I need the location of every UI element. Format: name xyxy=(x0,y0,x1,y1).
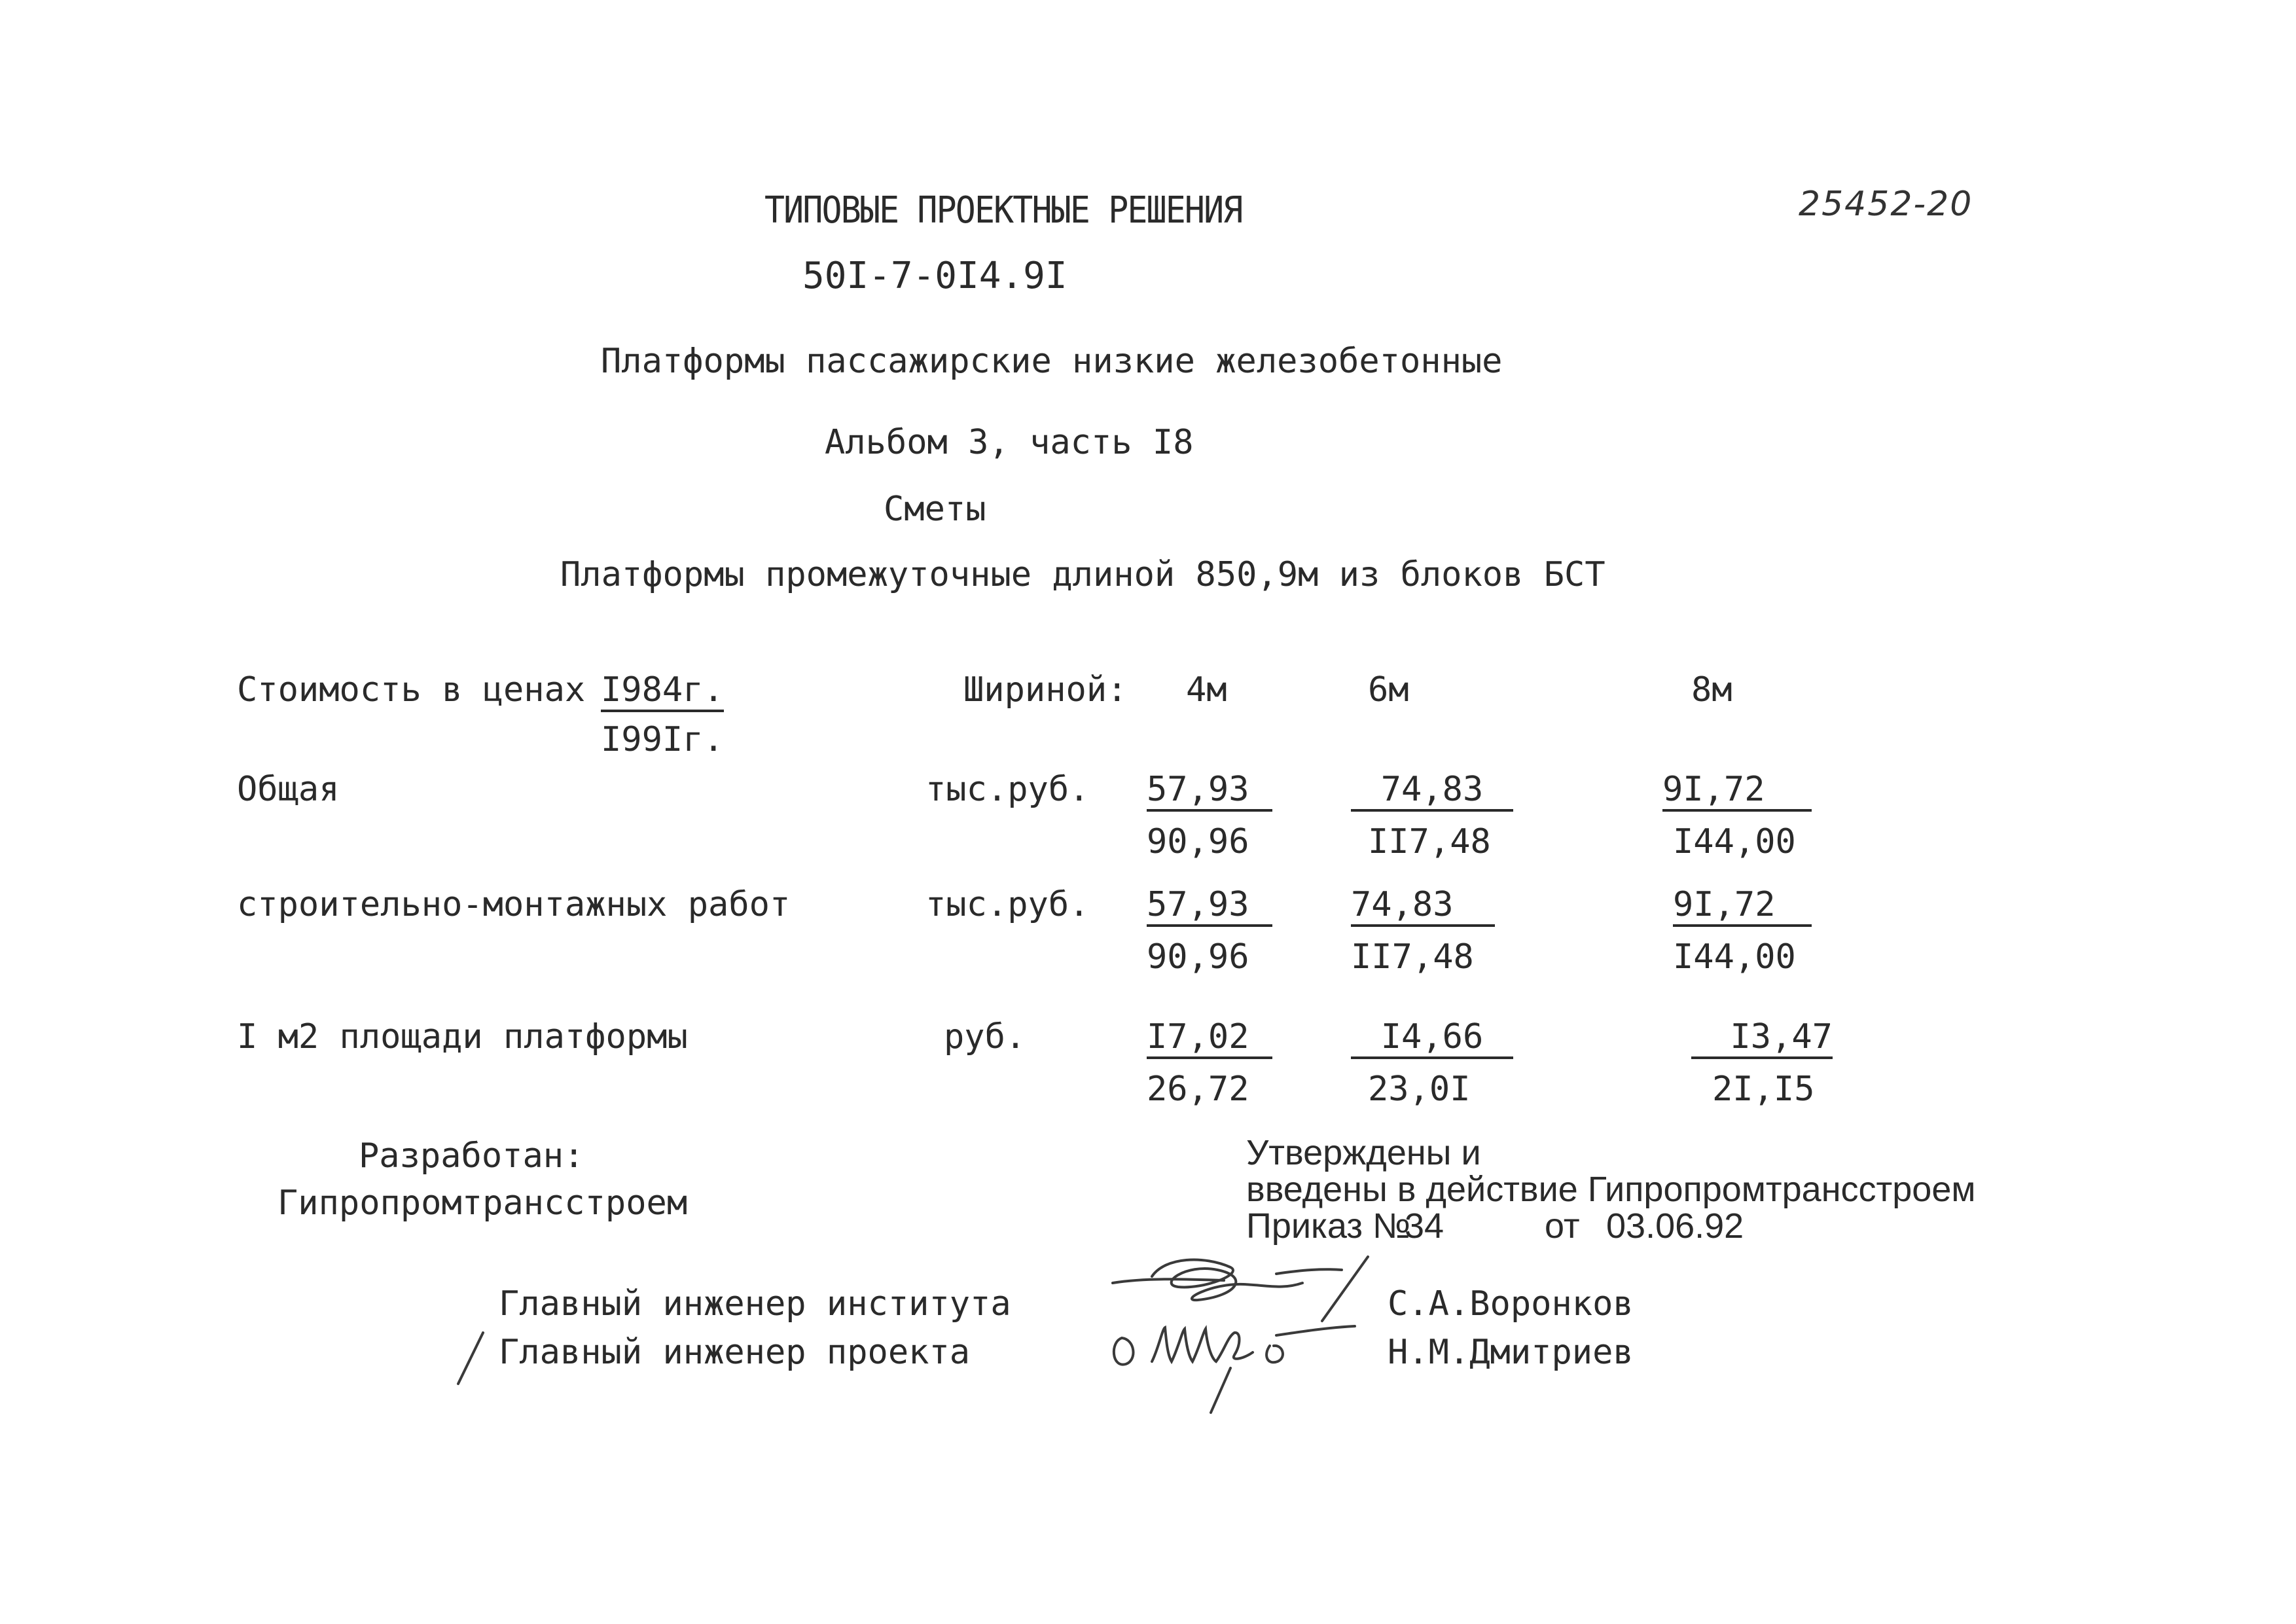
row-per-m2-1984-8m: I3,47 xyxy=(1691,1020,1833,1059)
row-total-label: Общая xyxy=(237,770,340,809)
row-total-1991-4m: 90,96 xyxy=(1147,822,1249,861)
price-label: Стоимость в ценах xyxy=(237,670,586,710)
row-per-m2-1984-4m: I7,02 xyxy=(1147,1020,1272,1059)
signature-dmitriev-icon xyxy=(1106,1309,1394,1427)
tick-mark-icon xyxy=(452,1329,491,1388)
developer-org: Гипропромтрансстроем xyxy=(278,1183,688,1223)
row-construction-label: строительно-монтажных работ xyxy=(237,885,791,924)
row-construction-1991-6m: II7,48 xyxy=(1351,937,1474,977)
row-construction-1984-8m: 9I,72 xyxy=(1673,888,1812,927)
approval-date-label: от xyxy=(1545,1206,1580,1246)
row-per-m2-1991-6m: 23,0I xyxy=(1368,1070,1471,1109)
row-total-1991-8m: I44,00 xyxy=(1673,822,1796,861)
price-year-1984: I984г. xyxy=(601,673,724,712)
document-code: 50I-7-0I4.9I xyxy=(802,255,1067,297)
approval-order-date: 03.06.92 xyxy=(1606,1206,1744,1246)
row-construction-1991-4m: 90,96 xyxy=(1147,937,1249,977)
column-width-6m: 6м xyxy=(1368,670,1409,710)
row-total-1984-8m: 9I,72 xyxy=(1662,772,1812,812)
subject-line-4: Платформы промежуточные длиной 850,9м из блоков БСТ xyxy=(560,555,1605,594)
row-per-m2-label: I м2 площади платформы xyxy=(237,1017,688,1056)
row-per-m2-1984-6m: I4,66 xyxy=(1351,1020,1513,1059)
developer-label: Разработан: xyxy=(359,1136,584,1176)
signatory-name-voronkov: С.А.Воронков xyxy=(1388,1284,1634,1324)
document-title: ТИПОВЫЕ ПРОЕКТНЫЕ РЕШЕНИЯ xyxy=(764,189,1242,232)
subject-line-2: Альбом 3, часть I8 xyxy=(825,423,1194,462)
row-per-m2-unit: руб. xyxy=(944,1017,1026,1056)
column-width-8m: 8м xyxy=(1691,670,1732,710)
approval-line-1: Утверждены и xyxy=(1246,1133,1481,1172)
price-year-1991: I99Iг. xyxy=(601,720,724,759)
column-width-4m: 4м xyxy=(1186,670,1227,710)
subject-line-1: Платформы пассажирские низкие железобетонные xyxy=(601,342,1503,381)
width-label: Шириной: xyxy=(963,670,1128,710)
row-total-1984-6m: 74,83 xyxy=(1351,772,1513,812)
approval-order-number: 34 xyxy=(1405,1206,1444,1246)
row-construction-1984-6m: 74,83 xyxy=(1351,888,1495,927)
signatory-role-chief-institute: Главный инженер института xyxy=(499,1284,1011,1324)
signatory-role-chief-project: Главный инженер проекта xyxy=(499,1333,971,1372)
row-construction-1991-8m: I44,00 xyxy=(1673,937,1796,977)
row-total-unit: тыс.руб. xyxy=(925,770,1090,809)
signatory-name-dmitriev: Н.М.Дмитриев xyxy=(1388,1333,1634,1372)
approval-order-label: Приказ № xyxy=(1246,1206,1410,1246)
row-per-m2-1991-4m: 26,72 xyxy=(1147,1070,1249,1109)
subject-line-3: Сметы xyxy=(884,490,986,529)
row-per-m2-1991-8m: 2I,I5 xyxy=(1712,1070,1815,1109)
approval-line-2: введены в действие Гипропромтрансстроем xyxy=(1246,1170,1976,1209)
row-construction-1984-4m: 57,93 xyxy=(1147,888,1272,927)
row-total-1984-4m: 57,93 xyxy=(1147,772,1272,812)
row-construction-unit: тыс.руб. xyxy=(925,885,1090,924)
row-total-1991-6m: II7,48 xyxy=(1368,822,1491,861)
inventory-number: 25452-20 xyxy=(1799,185,1973,224)
